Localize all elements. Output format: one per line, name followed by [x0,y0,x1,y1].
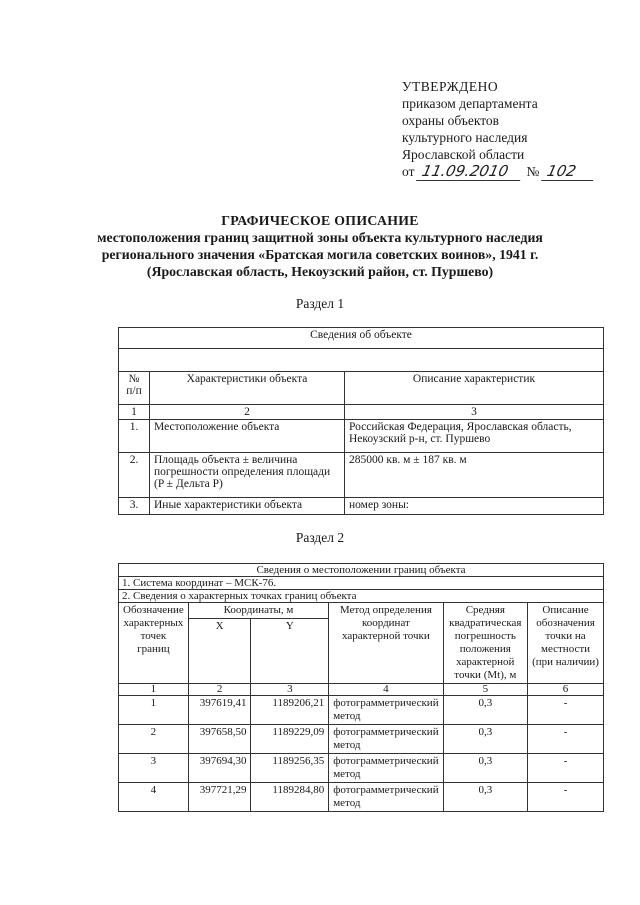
point-mt: 0,3 [443,783,527,812]
point-y: 1189229,09 [251,725,329,754]
point-mt: 0,3 [443,754,527,783]
column-header-characteristics: Характеристики объекта [150,372,345,405]
index-cell: 1 [119,684,189,696]
section-1-label: Раздел 1 [295,296,345,311]
index-cell: 3 [345,405,604,420]
point-desc: - [528,725,604,754]
column-header-description: Описание характеристик [345,372,604,405]
coordinate-system-line: 1. Система координат – МСК-76. [119,577,604,590]
approval-date-row [402,163,595,181]
points-info-line: 2. Сведения о характерных точках границ объекта [119,590,604,603]
point-x: 397721,29 [188,783,251,812]
point-x: 397619,41 [188,696,251,725]
column-header-description: Описание обозначения точки на местности (при наличии) [528,603,604,684]
index-cell: 4 [329,684,443,696]
point-method: фотограмметрический метод [329,696,443,725]
column-header-number: № п/п [119,372,150,405]
row-description: 285000 кв. м ± 187 кв. м [345,453,604,498]
index-cell: 2 [188,684,251,696]
approval-line: культурного наследия [402,130,528,145]
row-number: 1. [119,420,150,453]
table-row [119,725,604,754]
point-mt: 0,3 [443,696,527,725]
point-y: 1189256,35 [251,754,329,783]
row-characteristic: Площадь объекта ± величина погрешности определения площади (P ± Дельта P) [150,453,345,498]
approval-line: охраны объектов [402,113,500,128]
document-heading [90,212,550,280]
row-description: номер зоны: [345,498,604,515]
point-desc: - [528,696,604,725]
approval-title: УТВЕРЖДЕНО [402,79,499,94]
point-y: 1189206,21 [251,696,329,725]
heading-title: ГРАФИЧЕСКОЕ ОПИСАНИЕ [221,213,419,228]
column-header-method: Метод определения координат характерной точки [329,603,443,684]
point-x: 397658,50 [188,725,251,754]
point-x: 397694,30 [188,754,251,783]
column-header-designation: Обозначение характерных точек границ [119,603,189,684]
section-2-label: Раздел 2 [295,530,345,545]
handwritten-number: 102 [541,163,597,181]
table-row [119,783,604,812]
point-method: фотограмметрический метод [329,725,443,754]
column-header-error: Средняя квадратическая погрешность положения характерной точки (Mt), м [443,603,527,684]
table-row [119,696,604,725]
point-id: 3 [119,754,189,783]
point-y: 1189284,80 [251,783,329,812]
number-sign: № [526,164,540,179]
point-mt: 0,3 [443,725,527,754]
table-row [119,453,604,498]
heading-line: (Ярославская область, Некоузский район, ст. Пуршево) [146,264,494,279]
table-row [119,754,604,783]
table-row [119,420,604,453]
heading-line: регионального значения «Братская могила советских воинов», 1941 г. [101,247,539,262]
column-header-y: Y [251,619,329,684]
point-id: 2 [119,725,189,754]
index-cell: 5 [443,684,527,696]
table-caption: Сведения об объекте [119,328,604,349]
approval-stamp [402,78,595,181]
point-method: фотограмметрический метод [329,754,443,783]
approval-line: приказом департамента [402,96,538,111]
date-prefix: от [402,164,415,179]
index-cell: 2 [150,405,345,420]
handwritten-date: 11.09.2010 [417,163,525,181]
point-desc: - [528,783,604,812]
row-number: 3. [119,498,150,515]
row-characteristic: Иные характеристики объекта [150,498,345,515]
row-description: Российская Федерация, Ярославская область, Некоузский р-н, ст. Пуршево [345,420,604,453]
index-cell: 6 [528,684,604,696]
point-id: 4 [119,783,189,812]
table-caption: Сведения о местоположении границ объекта [119,564,604,577]
index-cell: 3 [251,684,329,696]
heading-line: местоположения границ защитной зоны объекта культурного наследия [97,230,543,245]
object-info-table [118,327,604,515]
table-row [119,498,604,515]
column-header-x: X [188,619,251,684]
column-header-coordinates: Координаты, м [188,603,328,619]
index-cell: 1 [119,405,150,420]
row-characteristic: Местоположение объекта [150,420,345,453]
approval-line: Ярославской области [402,147,525,162]
point-method: фотограмметрический метод [329,783,443,812]
boundary-points-table [118,563,604,812]
point-desc: - [528,754,604,783]
row-number: 2. [119,453,150,498]
empty-row [119,349,604,372]
point-id: 1 [119,696,189,725]
